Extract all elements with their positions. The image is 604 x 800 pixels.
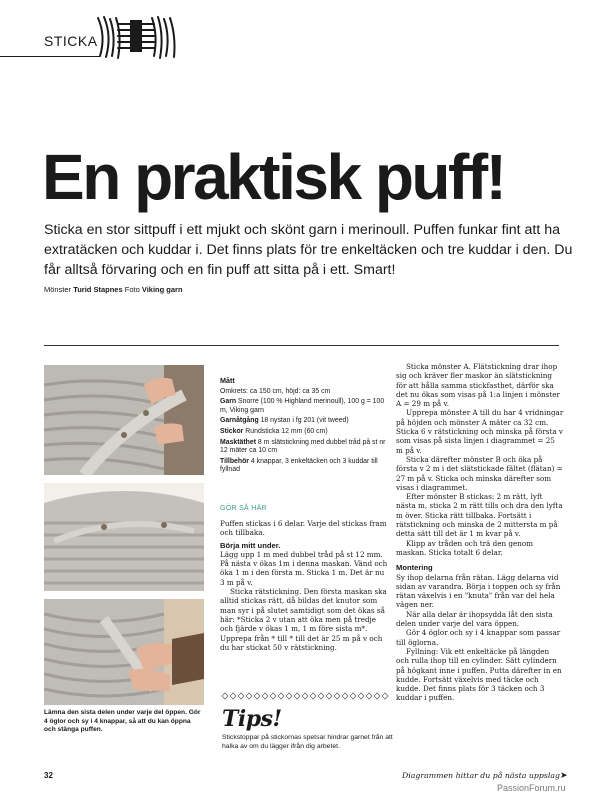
photo-label: Foto [124,285,140,294]
article-title: En praktisk puff! [42,141,505,213]
yarn-skein-icon [92,14,182,60]
instructions-paragraph: När alla delar är ihopsydda låt den sista delen under varje del vara öppen. [396,609,553,629]
pattern-name: Turid Stapnes [73,285,123,294]
instructions-paragraph: Klipp av tråden och trä den genom maskan. Sticka totalt 6 delar. [396,538,534,557]
specs-matt: Omkrets: ca 150 cm, höjd: ca 35 cm [220,387,331,395]
diagram-note: Diagrammen hittar du på nästa uppslag [402,771,560,780]
photo-caption: Lämna den sista delen under varje del öppen. Gör 4 öglor och sy i 4 knappar, så att du kan öppna och stänga puffen. [44,709,201,733]
spec-garnatgang: Garnåtgång 18 nystan i fg 201 (vit tweed) [220,417,349,425]
header-rule [0,56,100,57]
section-label: STICKA [44,33,98,49]
instructions-column [396,362,564,703]
article-credits [44,285,183,294]
page-number: 32 [44,771,53,780]
instructions-paragraph: Sticka därefter mönster B och öka på första v 2 m i det slätstickade fältet (flätan) = 27 m på v. Sticka och minska därefter som visas i diagrammet. [396,454,563,492]
instructions-paragraph: Gör 4 öglor och sy i 4 knappar som passar till öglorna. [396,628,561,647]
howto-body [220,519,390,652]
spec-garn: Garn Snorre (100 % Highland merinoull), 100 g = 100 m, Viking garn [220,398,385,414]
diamond-divider [220,692,392,700]
spec-tillbehor: Tillbehör 4 knappar, 3 enkeltäcken och 3 kuddar till fyllnad [220,457,378,474]
photo-sewing [44,599,204,705]
watermark: PassionForum.ru [497,783,566,793]
howto-paragraph: Lägg upp 1 m med dubbel tråd på st 12 mm. På nästa v ökas 1m i denna maskan. Vänd och öka 1 m i den första m. Sticka 1 m. Det är nu 3 m på v. [220,549,388,587]
specs-box [220,377,390,477]
photo-buttons [44,365,204,475]
howto-paragraph: Sticka rätstickning. Den första maskan ska alltid stickas rätt, då bildas det knutor som man syr i på slutet samtidigt som det ökas så här: *Sticka 2 v utan att öka men på tredje och fjärde v ökas 1 m, 1 m före sista m*. Upprepa från * till * till det är 25 m på v och du har stickat 50 v rätstickning. [220,587,387,652]
howto-intro: Puffen stickas i 6 delar. Varje del stickas fram och tillbaka. [220,519,387,538]
instructions-paragraph: Sy ihop delarna från rätan. Lägg delarna vid sidan av varandra. Börja i toppen och sy från rätan växelvis i en "knuta" från var del hela vägen ner. [396,572,561,610]
instructions-paragraph: Upprepa mönster A till du har 4 vridningar på höjden och mönster A mäter ca 32 cm. Sticka 6 v rätstickning och minska på första v som visas på sista linjen i diagrammet = 25 m på v. [396,408,564,455]
instructions-paragraph: Fyllning: Vik ett enkeltäcke på längden och rulla ihop till en cylinder. Sätt cylindern på högkant inne i puffen. Putta därefter in en kudde. Fortsätt växelvis med täcke och kudde. Det finns plats för 3 täcken och 3 kuddar i puffen. [396,646,562,703]
howto-subhead: Börja mitt under. [220,540,281,550]
spec-masktathet: Masktäthet 8 m slätstickning med dubbel tråd på st nr 12 mäter ca 10 cm [220,438,386,455]
montering-heading: Montering [396,563,433,573]
article-intro: Sticka en stor sittpuff i ett mjukt och skönt garn i merinoull. Puffen funkar fint att ha extratäcken och kuddar i. Det finns plats för tre enkeltäcken och tre kuddar i den. Du får alltså förvaring och en fin puff att sitta på i ett. Smart! [44,222,573,278]
pattern-label: Mönster [44,285,72,294]
photo-side-seam [44,483,204,591]
howto-heading: GÖR SÅ HÄR [220,505,267,512]
instructions-paragraph: Efter mönster B stickas: 2 m rätt, lyft nästa m, sticka 2 m rätt tills och dra den lyfta m över. Sticka rätt tillbaka. Fortsätt i rätstickning och minska de 2 mittersta m på detta sätt till det är 1 m kvar på v. [396,492,563,539]
photo-name: Viking garn [141,285,183,294]
spec-stickor: Stickor Rundsticka 12 mm (60 cm) [220,427,328,435]
specs-heading: Mått [220,376,235,385]
tips-text: Stickstoppar på stickornas spetsar hindrar garnet från att halka av om du lägger ifrån dig arbetet. [222,734,393,750]
section-divider [44,345,559,346]
arrow-right-icon: ➤ [560,770,568,780]
tips-title: Tips! [222,706,282,732]
instructions-paragraph: Sticka mönster A. Flätstickning drar ihop sig och kräver fler maskor än slätstickning för att hålla samma stickfasthet, därför ska det nu ökas som visas på 1:a linjen i mönster A = 29 m på v. [396,362,560,409]
